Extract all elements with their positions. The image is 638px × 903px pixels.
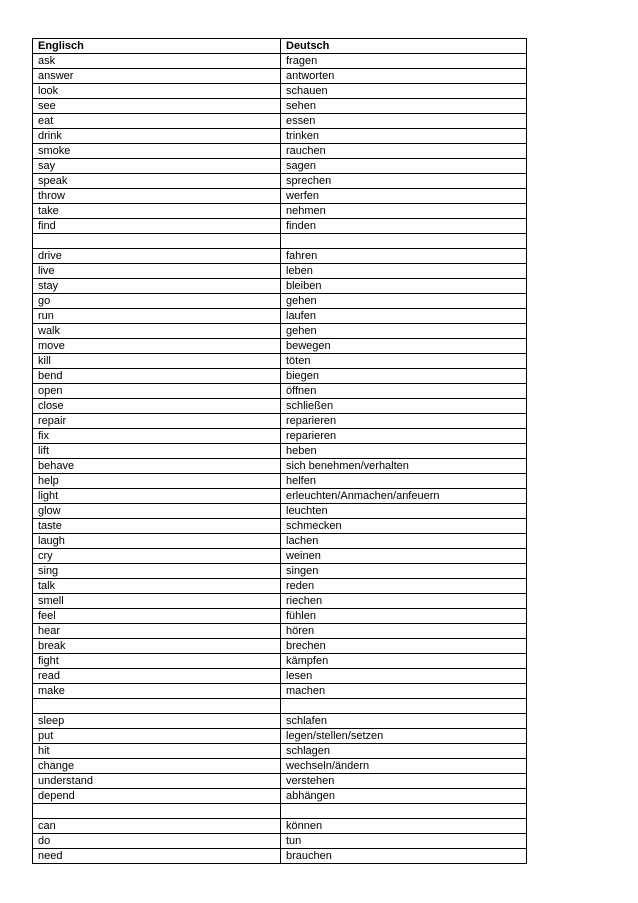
table-row	[33, 459, 527, 474]
cell-english: understand	[33, 774, 281, 789]
table-row	[33, 804, 527, 819]
cell-english: need	[33, 849, 281, 864]
table-row	[33, 519, 527, 534]
table-row	[33, 834, 527, 849]
table-row	[33, 324, 527, 339]
table-row	[33, 444, 527, 459]
cell-german: sprechen	[281, 174, 527, 189]
cell-german: legen/stellen/setzen	[281, 729, 527, 744]
cell-english: laugh	[33, 534, 281, 549]
cell-english: ask	[33, 54, 281, 69]
cell-english: change	[33, 759, 281, 774]
cell-german: verstehen	[281, 774, 527, 789]
cell-german: bleiben	[281, 279, 527, 294]
cell-english: say	[33, 159, 281, 174]
table-row	[33, 339, 527, 354]
table-row	[33, 174, 527, 189]
cell-german	[281, 234, 527, 249]
cell-english: throw	[33, 189, 281, 204]
cell-german: schmecken	[281, 519, 527, 534]
cell-english: see	[33, 99, 281, 114]
cell-english: fight	[33, 654, 281, 669]
cell-english: fix	[33, 429, 281, 444]
table-row	[33, 369, 527, 384]
table-body	[33, 54, 527, 864]
cell-english: glow	[33, 504, 281, 519]
table-row	[33, 159, 527, 174]
cell-german: reparieren	[281, 429, 527, 444]
cell-english: read	[33, 669, 281, 684]
cell-english: depend	[33, 789, 281, 804]
cell-german: töten	[281, 354, 527, 369]
cell-german: sagen	[281, 159, 527, 174]
cell-german: leben	[281, 264, 527, 279]
cell-german: lesen	[281, 669, 527, 684]
cell-english: put	[33, 729, 281, 744]
cell-german: reparieren	[281, 414, 527, 429]
cell-german: essen	[281, 114, 527, 129]
cell-german: heben	[281, 444, 527, 459]
table-row	[33, 474, 527, 489]
cell-german: rauchen	[281, 144, 527, 159]
cell-english: kill	[33, 354, 281, 369]
cell-english: taste	[33, 519, 281, 534]
cell-english: lift	[33, 444, 281, 459]
cell-english: walk	[33, 324, 281, 339]
cell-german: helfen	[281, 474, 527, 489]
table-row	[33, 744, 527, 759]
cell-german: machen	[281, 684, 527, 699]
cell-english: sing	[33, 564, 281, 579]
cell-english: run	[33, 309, 281, 324]
cell-english: hit	[33, 744, 281, 759]
table-row	[33, 249, 527, 264]
cell-german: finden	[281, 219, 527, 234]
table-row	[33, 774, 527, 789]
cell-english: can	[33, 819, 281, 834]
table-row	[33, 849, 527, 864]
table-row	[33, 609, 527, 624]
table-row	[33, 669, 527, 684]
cell-english: hear	[33, 624, 281, 639]
cell-german: lachen	[281, 534, 527, 549]
table-row	[33, 144, 527, 159]
table-row	[33, 489, 527, 504]
cell-english: sleep	[33, 714, 281, 729]
table-row	[33, 504, 527, 519]
cell-english: bend	[33, 369, 281, 384]
cell-english: drive	[33, 249, 281, 264]
cell-english: move	[33, 339, 281, 354]
table-row	[33, 819, 527, 834]
cell-english: stay	[33, 279, 281, 294]
header-row	[33, 39, 527, 54]
table-row	[33, 219, 527, 234]
table-row	[33, 654, 527, 669]
cell-german: leuchten	[281, 504, 527, 519]
cell-german	[281, 804, 527, 819]
table-row	[33, 759, 527, 774]
header-english: Englisch	[33, 39, 281, 54]
table-row	[33, 714, 527, 729]
cell-german: abhängen	[281, 789, 527, 804]
cell-german: können	[281, 819, 527, 834]
cell-english: close	[33, 399, 281, 414]
cell-english: do	[33, 834, 281, 849]
table-row	[33, 639, 527, 654]
cell-english: help	[33, 474, 281, 489]
cell-german: wechseln/ändern	[281, 759, 527, 774]
table-row	[33, 234, 527, 249]
cell-german: kämpfen	[281, 654, 527, 669]
cell-english	[33, 699, 281, 714]
table-row	[33, 309, 527, 324]
table-header	[33, 39, 527, 54]
cell-german: laufen	[281, 309, 527, 324]
header-german: Deutsch	[281, 39, 527, 54]
table-row	[33, 69, 527, 84]
cell-german: brechen	[281, 639, 527, 654]
cell-english: cry	[33, 549, 281, 564]
cell-german: schauen	[281, 84, 527, 99]
cell-english: take	[33, 204, 281, 219]
cell-english: eat	[33, 114, 281, 129]
table-row	[33, 429, 527, 444]
cell-english	[33, 234, 281, 249]
cell-german: brauchen	[281, 849, 527, 864]
cell-german: schlagen	[281, 744, 527, 759]
table-row	[33, 579, 527, 594]
table-row	[33, 84, 527, 99]
cell-german: gehen	[281, 294, 527, 309]
table-row	[33, 699, 527, 714]
table-row	[33, 294, 527, 309]
cell-german: riechen	[281, 594, 527, 609]
cell-english	[33, 804, 281, 819]
cell-english: smell	[33, 594, 281, 609]
cell-german: fragen	[281, 54, 527, 69]
table-row	[33, 624, 527, 639]
cell-german: singen	[281, 564, 527, 579]
cell-german: fahren	[281, 249, 527, 264]
table-row	[33, 789, 527, 804]
table-row	[33, 564, 527, 579]
cell-german: tun	[281, 834, 527, 849]
cell-german: erleuchten/Anmachen/anfeuern	[281, 489, 527, 504]
vocabulary-table	[32, 38, 527, 864]
cell-german: antworten	[281, 69, 527, 84]
cell-english: answer	[33, 69, 281, 84]
table-row	[33, 114, 527, 129]
table-row	[33, 534, 527, 549]
cell-german: werfen	[281, 189, 527, 204]
cell-english: go	[33, 294, 281, 309]
table-row	[33, 279, 527, 294]
table-row	[33, 264, 527, 279]
cell-german: reden	[281, 579, 527, 594]
cell-english: open	[33, 384, 281, 399]
cell-german: nehmen	[281, 204, 527, 219]
cell-english: speak	[33, 174, 281, 189]
cell-english: break	[33, 639, 281, 654]
table-row	[33, 99, 527, 114]
cell-german: gehen	[281, 324, 527, 339]
cell-english: look	[33, 84, 281, 99]
cell-german: hören	[281, 624, 527, 639]
cell-german: schließen	[281, 399, 527, 414]
cell-english: talk	[33, 579, 281, 594]
table-row	[33, 354, 527, 369]
table-row	[33, 54, 527, 69]
cell-german: bewegen	[281, 339, 527, 354]
cell-english: repair	[33, 414, 281, 429]
table-row	[33, 399, 527, 414]
table-row	[33, 384, 527, 399]
cell-english: live	[33, 264, 281, 279]
table-row	[33, 594, 527, 609]
cell-german: sich benehmen/verhalten	[281, 459, 527, 474]
table-row	[33, 189, 527, 204]
cell-english: light	[33, 489, 281, 504]
table-row	[33, 549, 527, 564]
cell-english: make	[33, 684, 281, 699]
cell-english: drink	[33, 129, 281, 144]
cell-german: biegen	[281, 369, 527, 384]
cell-german: fühlen	[281, 609, 527, 624]
table-row	[33, 684, 527, 699]
cell-english: behave	[33, 459, 281, 474]
cell-german: trinken	[281, 129, 527, 144]
cell-german: öffnen	[281, 384, 527, 399]
table-row	[33, 414, 527, 429]
cell-german: schlafen	[281, 714, 527, 729]
table-row	[33, 204, 527, 219]
cell-german: sehen	[281, 99, 527, 114]
cell-german: weinen	[281, 549, 527, 564]
cell-english: smoke	[33, 144, 281, 159]
cell-english: feel	[33, 609, 281, 624]
table-row	[33, 729, 527, 744]
cell-german	[281, 699, 527, 714]
table-row	[33, 129, 527, 144]
cell-english: find	[33, 219, 281, 234]
